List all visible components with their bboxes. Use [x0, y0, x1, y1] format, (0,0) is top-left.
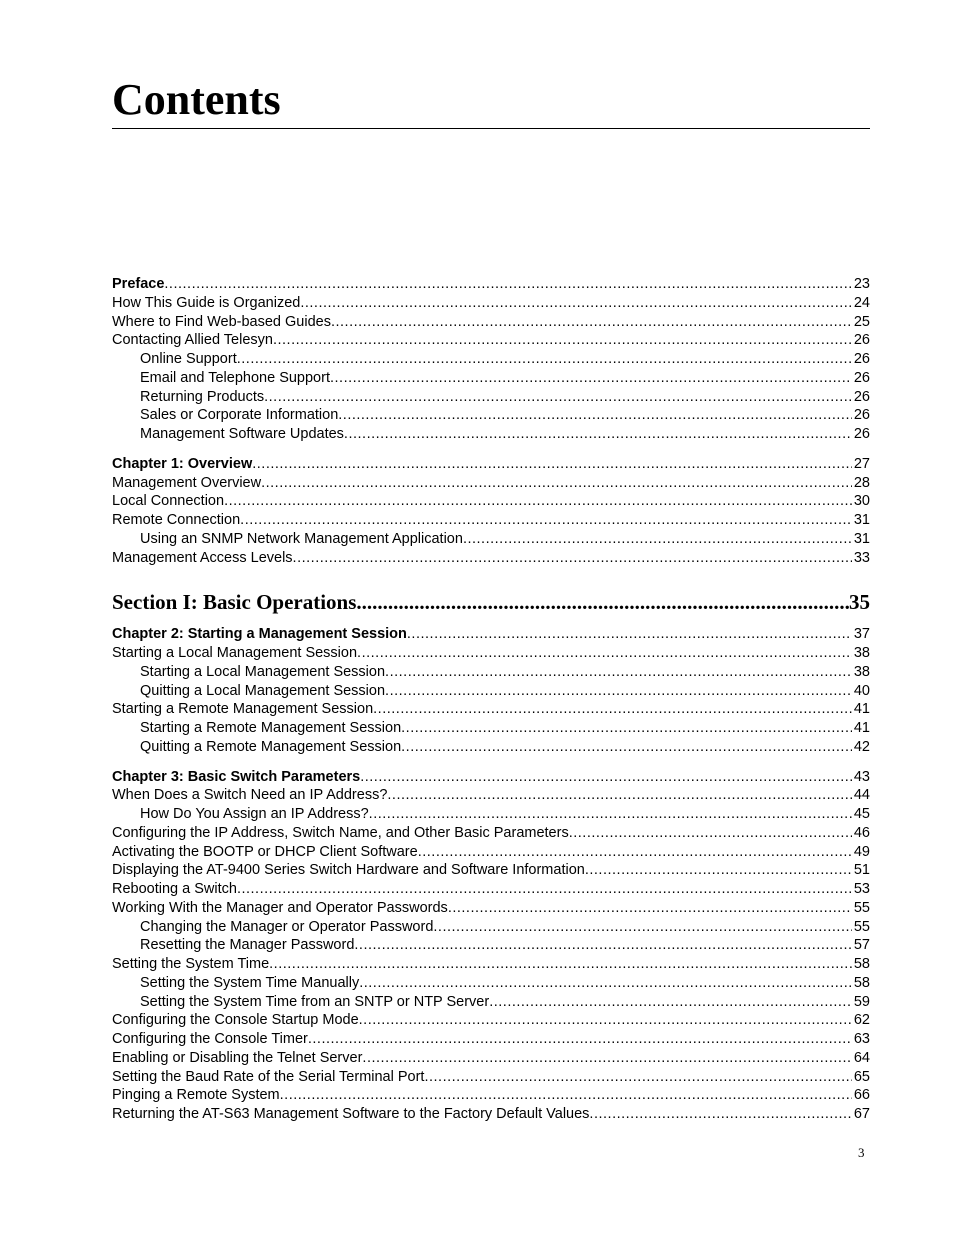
toc-entry[interactable] — [112, 313, 870, 332]
toc-entry[interactable] — [112, 369, 870, 388]
dot-leader — [433, 918, 851, 937]
toc-entry-page: 30 — [853, 493, 870, 510]
toc-chapter-group — [112, 275, 870, 444]
toc-entry-label: How Do You Assign an IP Address? — [140, 806, 369, 822]
toc-entry[interactable] — [112, 1105, 870, 1124]
toc-entry-page: 26 — [853, 407, 870, 424]
toc-chapter-entry[interactable] — [112, 625, 870, 644]
dot-leader — [273, 331, 852, 350]
dot-leader — [362, 1049, 851, 1068]
toc-entry-page: 42 — [853, 738, 870, 755]
toc-entry[interactable] — [112, 880, 870, 899]
title-divider — [112, 128, 870, 129]
toc-entry-page: 26 — [853, 426, 870, 442]
toc-entry-label: Setting the System Time Manually — [140, 974, 360, 991]
dot-leader — [330, 369, 852, 388]
dot-leader — [308, 1030, 852, 1049]
toc-entry-label: Setting the Baud Rate of the Serial Terminal Port — [112, 1068, 425, 1085]
toc-section-heading[interactable] — [112, 587, 870, 617]
dot-leader — [418, 843, 852, 862]
toc-entry-page: 64 — [853, 1049, 870, 1066]
toc-entry-label: Setting the System Time from an SNTP or NTP Server — [140, 993, 490, 1010]
toc-entry-page: 23 — [853, 276, 870, 292]
toc-entry[interactable] — [112, 899, 870, 918]
toc-entry[interactable] — [112, 474, 870, 493]
toc-entry-label: Resetting the Manager Password — [140, 937, 355, 954]
toc-entry-label: Sales or Corporate Information — [140, 407, 339, 424]
toc-entry[interactable] — [112, 350, 870, 369]
dot-leader — [264, 388, 852, 407]
toc-entry-page: 62 — [853, 1012, 870, 1029]
toc-entry-label: Pinging a Remote System — [112, 1087, 280, 1104]
dot-leader — [269, 955, 852, 974]
toc-entry-page: 33 — [853, 549, 870, 566]
dot-leader — [448, 899, 852, 918]
dot-leader — [489, 993, 852, 1012]
toc-entry[interactable] — [112, 719, 870, 738]
toc-entry-label: Starting a Local Management Session — [112, 645, 358, 661]
toc-entry[interactable] — [112, 1068, 870, 1087]
toc-entry-label: Activating the BOOTP or DHCP Client Software — [112, 843, 418, 860]
toc-entry-label: Displaying the AT-9400 Series Switch Hardware and Software Information — [112, 862, 585, 879]
dot-leader — [360, 768, 852, 787]
toc-entry[interactable] — [112, 663, 870, 682]
toc-entry-page: 63 — [853, 1031, 870, 1047]
toc-entry-label: Starting a Local Management Session — [140, 663, 386, 680]
toc-entry-label: Enabling or Disabling the Telnet Server — [112, 1049, 363, 1066]
dot-leader — [407, 625, 852, 644]
toc-entry[interactable] — [112, 700, 870, 719]
toc-entry[interactable] — [112, 511, 870, 530]
toc-entry[interactable] — [112, 1030, 870, 1049]
dot-leader — [164, 275, 851, 294]
dot-leader — [385, 682, 852, 701]
toc-entry-page: 45 — [853, 806, 870, 822]
dot-leader — [338, 406, 852, 425]
toc-entry-label: Local Connection — [112, 493, 225, 510]
toc-entry-page: 55 — [853, 899, 870, 916]
toc-entry-page: 26 — [853, 332, 870, 349]
toc-entry[interactable] — [112, 861, 870, 880]
toc-entry-label: Returning the AT-S63 Management Software to the Factory Default Values — [112, 1106, 590, 1122]
toc-section-page: 35 — [849, 590, 870, 615]
dot-leader — [237, 880, 852, 899]
toc-chapter-entry[interactable] — [112, 768, 870, 787]
toc-entry-label: Where to Find Web-based Guides — [112, 313, 331, 330]
toc-entry[interactable] — [112, 955, 870, 974]
dot-leader — [359, 974, 852, 993]
toc-chapter-group — [112, 455, 870, 568]
dot-leader — [569, 824, 852, 843]
dot-leader — [385, 663, 852, 682]
toc-entry-page: 67 — [853, 1106, 870, 1122]
toc-entry-label: Management Access Levels — [112, 549, 293, 566]
toc-entry[interactable] — [112, 786, 870, 805]
toc-entry-page: 25 — [853, 313, 870, 330]
dot-leader — [280, 1086, 852, 1105]
toc-entry[interactable] — [112, 492, 870, 511]
toc-entry-page: 28 — [853, 474, 870, 491]
toc-entry[interactable] — [112, 974, 870, 993]
toc-entry[interactable] — [112, 805, 870, 824]
dot-leader — [401, 719, 852, 738]
dot-leader — [331, 313, 852, 332]
dot-leader — [300, 294, 852, 313]
toc-entry-page: 49 — [853, 843, 870, 860]
toc-entry-page: 38 — [853, 663, 870, 680]
toc-entry-label: Online Support — [140, 351, 237, 367]
toc-entry-page: 41 — [853, 720, 870, 736]
toc-entry-label: Management Software Updates — [140, 426, 344, 442]
toc-entry-page: 55 — [853, 918, 870, 935]
toc-entry-label: Configuring the Console Startup Mode — [112, 1012, 359, 1029]
dot-leader — [369, 805, 852, 824]
toc-entry[interactable] — [112, 388, 870, 407]
page-number: 3 — [858, 1145, 865, 1160]
toc-section-label: Section I: Basic Operations — [112, 590, 357, 615]
dot-leader — [424, 1068, 851, 1087]
dot-leader — [224, 492, 852, 511]
toc-entry-label: Working With the Manager and Operator Passwords — [112, 899, 448, 916]
toc-entry-label: How This Guide is Organized — [112, 294, 301, 311]
toc-entry[interactable] — [112, 1086, 870, 1105]
toc-entry[interactable] — [112, 549, 870, 568]
toc-entry-label: Quitting a Local Management Session — [140, 682, 386, 699]
chapter-spacer — [112, 444, 870, 455]
dot-leader — [589, 1105, 851, 1124]
toc-entry-label: Preface — [112, 276, 165, 292]
toc-entry-label: Chapter 1: Overview — [112, 455, 253, 472]
toc-entry-page: 57 — [853, 937, 870, 954]
dot-leader — [357, 644, 852, 663]
toc-entry[interactable] — [112, 406, 870, 425]
toc-entry[interactable] — [112, 993, 870, 1012]
toc-entry[interactable] — [112, 918, 870, 937]
toc-entry-page: 31 — [853, 512, 870, 528]
toc-entry-page: 37 — [853, 626, 870, 643]
toc-entry-page: 46 — [853, 824, 870, 841]
dot-leader — [261, 474, 852, 493]
toc-entry[interactable] — [112, 644, 870, 663]
dot-leader — [252, 455, 852, 474]
toc-entry-page: 53 — [853, 881, 870, 897]
page-title: Contents — [112, 75, 281, 124]
toc-entry-label: Starting a Remote Management Session — [140, 720, 402, 736]
toc-entry-page: 58 — [853, 956, 870, 972]
toc-entry[interactable] — [112, 425, 870, 444]
toc-entry[interactable] — [112, 936, 870, 955]
toc-entry-page: 43 — [853, 768, 870, 785]
toc-chapter-group — [112, 625, 870, 756]
toc-entry[interactable] — [112, 294, 870, 313]
toc-entry-page: 44 — [853, 787, 870, 804]
toc-chapter-entry[interactable] — [112, 275, 870, 294]
toc-entry-page: 58 — [853, 974, 870, 991]
toc-entry[interactable] — [112, 682, 870, 701]
toc-entry-label: Configuring the Console Timer — [112, 1031, 308, 1047]
toc-entry-page: 24 — [853, 294, 870, 311]
toc-entry-label: Remote Connection — [112, 512, 241, 528]
toc-entry-label: Contacting Allied Telesyn — [112, 332, 273, 349]
toc-entry-page: 65 — [853, 1068, 870, 1085]
dot-leader — [401, 738, 852, 757]
toc-entry[interactable] — [112, 1011, 870, 1030]
toc-entry-page: 31 — [853, 530, 870, 547]
toc-entry-label: Chapter 2: Starting a Management Session — [112, 626, 407, 643]
toc-entry-label: Changing the Manager or Operator Password — [140, 918, 434, 935]
toc-chapter-group — [112, 768, 870, 1124]
toc-entry[interactable] — [112, 530, 870, 549]
toc-entry-page: 26 — [853, 351, 870, 367]
dot-leader — [585, 861, 852, 880]
toc-entry-page: 38 — [853, 645, 870, 661]
toc-entry-label: Rebooting a Switch — [112, 881, 237, 897]
dot-leader — [463, 530, 852, 549]
toc-entry[interactable] — [112, 738, 870, 757]
toc-entry-page: 59 — [853, 993, 870, 1010]
toc-entry-page: 66 — [853, 1087, 870, 1104]
table-of-contents — [112, 275, 870, 1124]
toc-entry[interactable] — [112, 1049, 870, 1068]
toc-entry-page: 51 — [853, 862, 870, 879]
chapter-spacer — [112, 757, 870, 768]
dot-leader — [344, 425, 852, 444]
toc-entry[interactable] — [112, 331, 870, 350]
toc-entry-label: Using an SNMP Network Management Application — [140, 530, 463, 547]
toc-entry-page: 27 — [853, 455, 870, 472]
toc-entry-label: Chapter 3: Basic Switch Parameters — [112, 768, 361, 785]
dot-leader — [387, 786, 851, 805]
toc-chapter-entry[interactable] — [112, 455, 870, 474]
toc-entry-label: When Does a Switch Need an IP Address? — [112, 787, 388, 804]
dot-leader — [237, 350, 852, 369]
toc-entry-label: Quitting a Remote Management Session — [140, 738, 402, 755]
toc-entry-label: Returning Products — [140, 388, 265, 405]
toc-entry-label: Email and Telephone Support — [140, 369, 330, 386]
toc-entry-page: 26 — [853, 369, 870, 386]
dot-leader — [356, 587, 849, 617]
toc-entry[interactable] — [112, 843, 870, 862]
toc-entry-label: Management Overview — [112, 474, 262, 491]
toc-entry-label: Starting a Remote Management Session — [112, 701, 374, 718]
toc-entry-page: 41 — [853, 701, 870, 718]
toc-entry-label: Setting the System Time — [112, 956, 270, 972]
toc-entry[interactable] — [112, 824, 870, 843]
dot-leader — [373, 700, 852, 719]
dot-leader — [240, 511, 852, 530]
dot-leader — [293, 549, 852, 568]
toc-entry-page: 26 — [853, 388, 870, 405]
toc-entry-label: Configuring the IP Address, Switch Name, and Other Basic Parameters — [112, 824, 569, 841]
toc-entry-page: 40 — [853, 682, 870, 699]
dot-leader — [354, 936, 851, 955]
dot-leader — [359, 1011, 852, 1030]
